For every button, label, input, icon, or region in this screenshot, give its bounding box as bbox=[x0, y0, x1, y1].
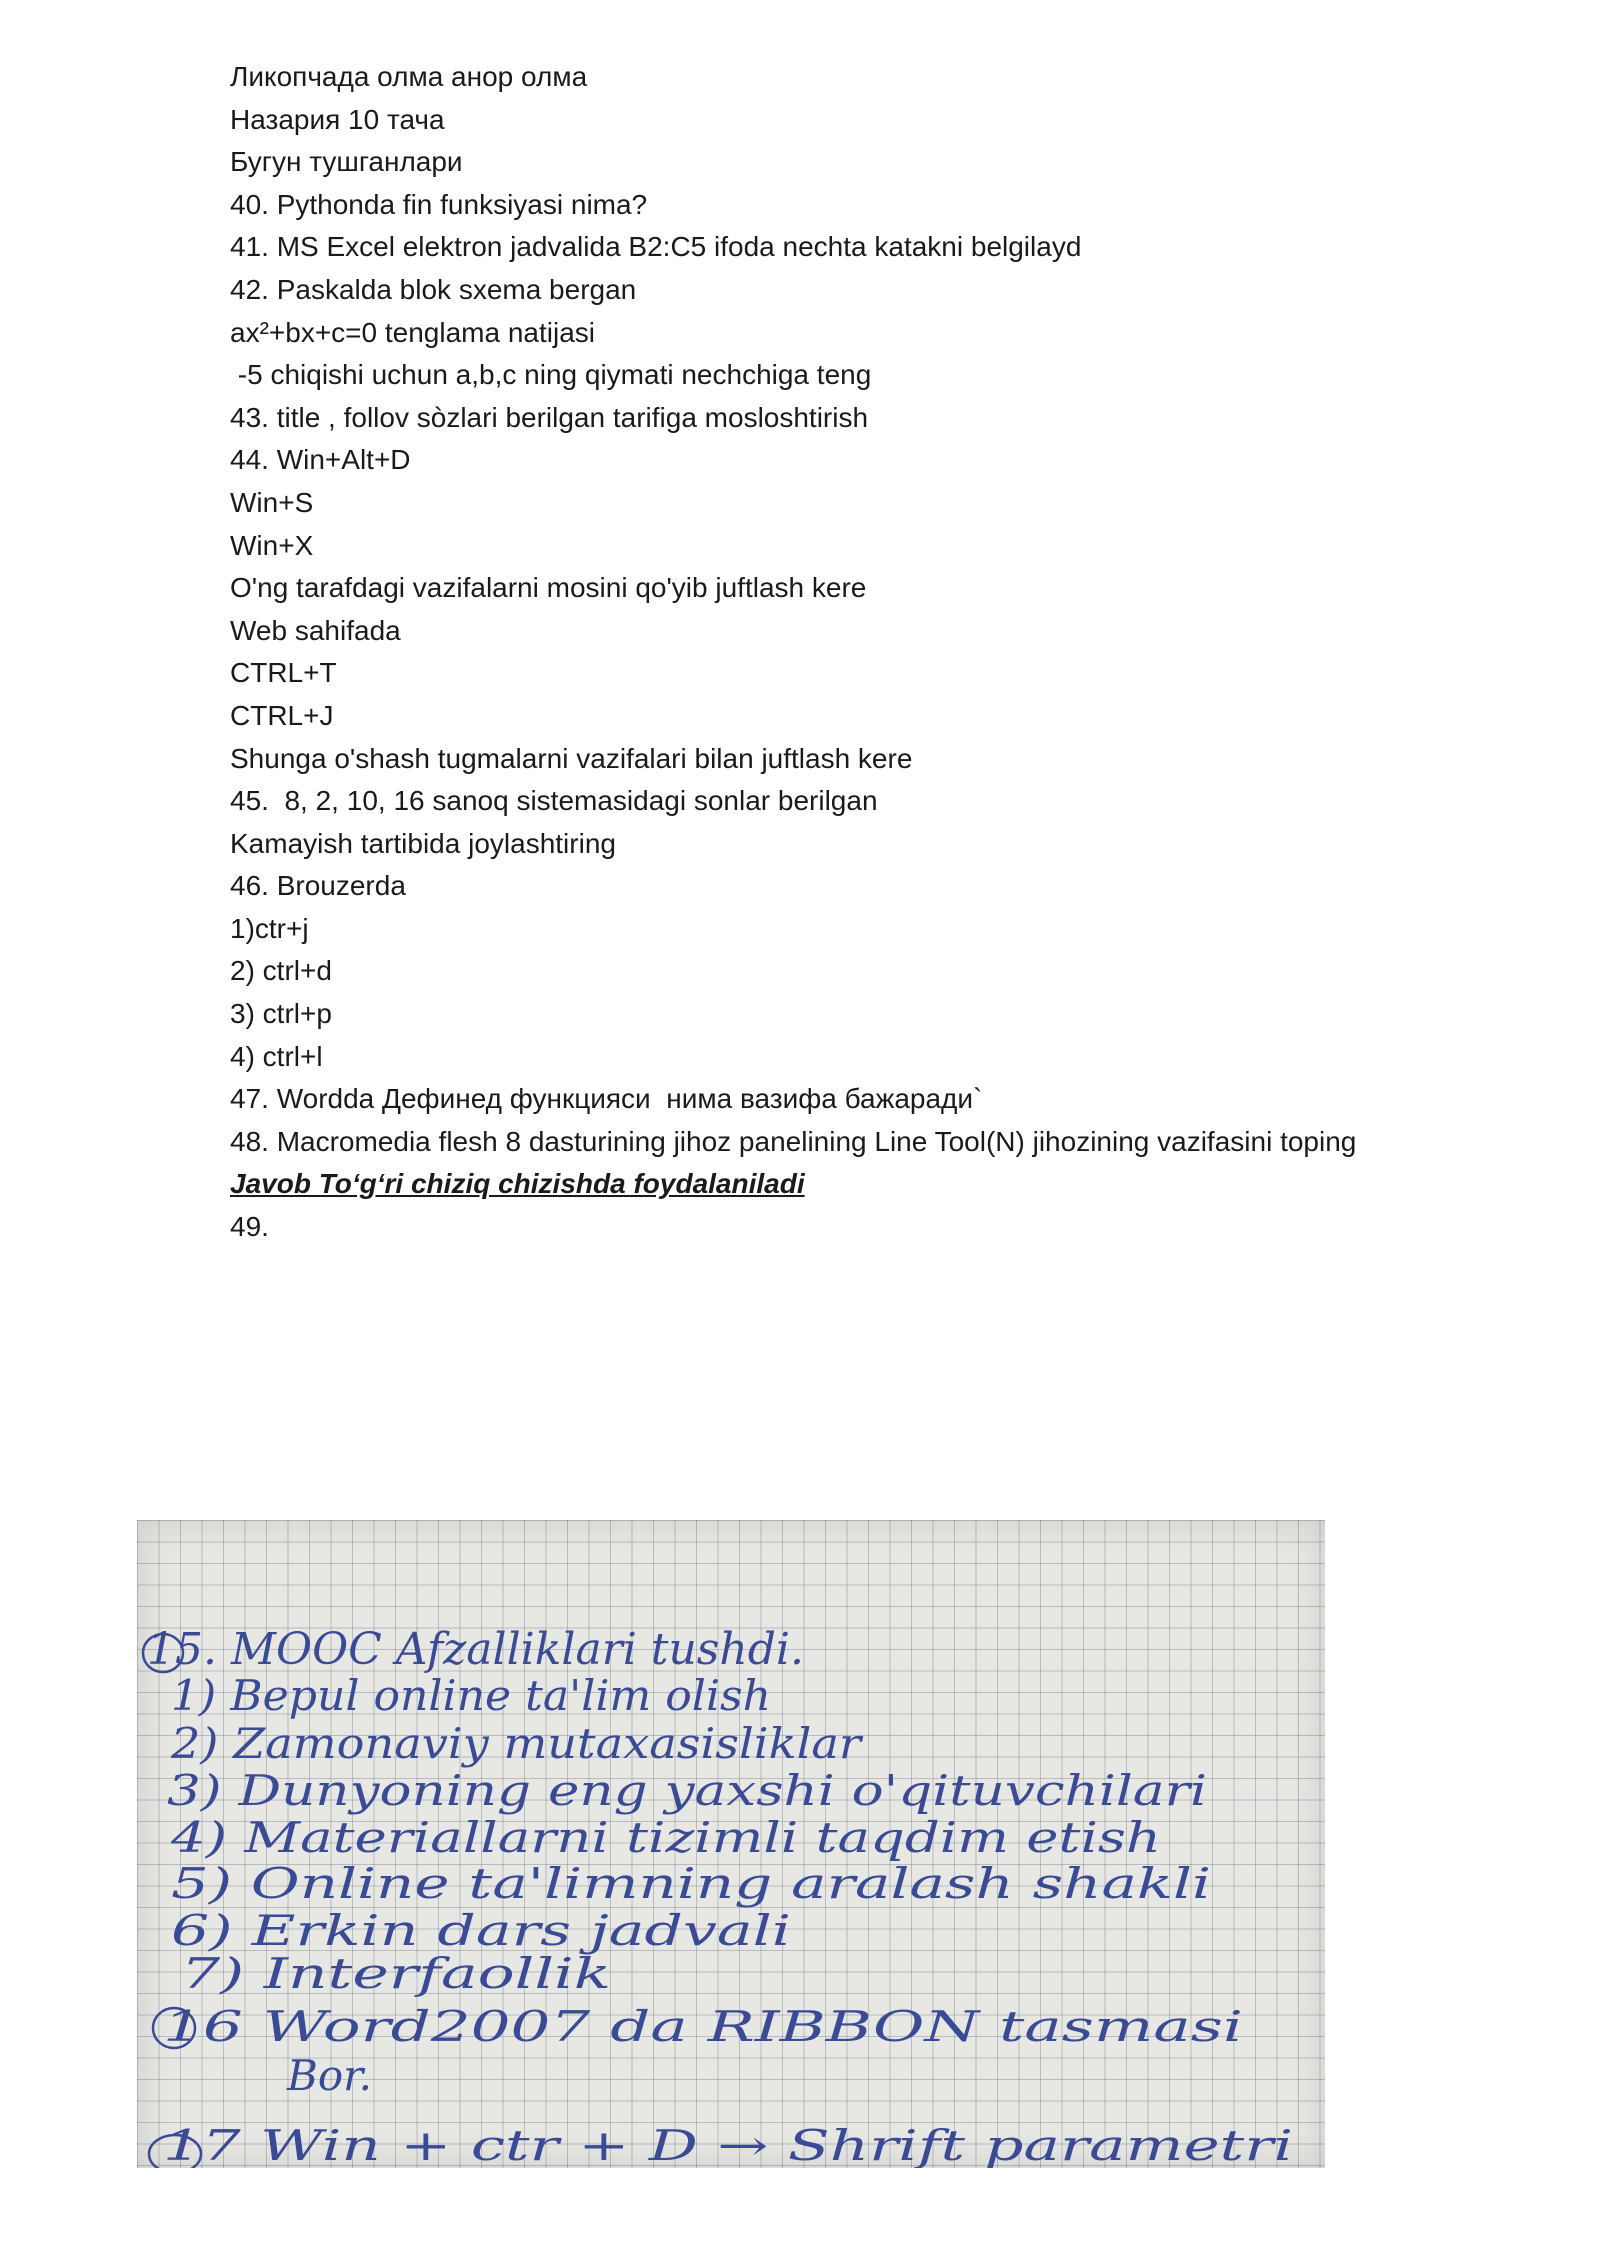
note-line: Bor. bbox=[287, 2051, 372, 2100]
text-line: 2) ctrl+d bbox=[230, 955, 332, 987]
handwritten-note-photo bbox=[137, 1520, 1325, 2168]
text-line: -5 chiqishi uchun a,b,c ning qiymati nechchiga teng bbox=[230, 359, 872, 391]
note-line: 15. MOOC Afzalliklari tushdi. bbox=[147, 1624, 804, 1675]
text-line: Shunga o'shash tugmalarni vazifalari bilan juftlash kere bbox=[230, 742, 913, 774]
text-line: O'ng tarafdagi vazifalarni mosini qo'yib juftlash kere bbox=[230, 572, 867, 604]
question-41: 41. MS Excel elektron jadvalida B2:C5 ifoda nechta katakni belgilayd bbox=[230, 231, 1082, 263]
text-line: 4) ctrl+l bbox=[230, 1040, 323, 1072]
note-line: 3) Dunyoning eng yaxshi o'qituvchilari bbox=[167, 1766, 1207, 1815]
note-line: 16 Word2007 da RIBBON tasmasi bbox=[163, 2002, 1243, 2051]
text-line: ax²+bx+c=0 tenglama natijasi bbox=[230, 316, 595, 348]
text-line: Назария 10 тача bbox=[230, 103, 445, 135]
question-45: 45. 8, 2, 10, 16 sanoq sistemasidagi sonlar berilgan bbox=[230, 785, 878, 817]
text-line: Kamayish tartibida joylashtiring bbox=[230, 827, 616, 859]
question-42: 42. Paskalda blok sxema bergan bbox=[230, 273, 637, 305]
text-line: Web sahifada bbox=[230, 614, 401, 646]
note-line: 4) Materiallarni tizimli taqdim etish bbox=[169, 1813, 1162, 1862]
note-line: 5) Online ta'limning aralash shakli bbox=[171, 1859, 1211, 1908]
note-line: 1) Bepul online ta'lim olish bbox=[171, 1671, 771, 1720]
text-line: Win+S bbox=[230, 486, 314, 518]
question-40: 40. Pythonda fin funksiyasi nima? bbox=[230, 188, 648, 220]
note-line: 2) Zamonaviy mutaxasisliklar bbox=[169, 1719, 865, 1768]
question-43: 43. title , follov sòzlari berilgan tarifiga mosloshtirish bbox=[230, 401, 869, 433]
text-line: Бугун тушганлари bbox=[230, 146, 463, 178]
text-line: Win+X bbox=[230, 529, 314, 561]
note-line: 7) Interfaollik bbox=[181, 1949, 611, 1998]
text-line: 3) ctrl+p bbox=[230, 998, 332, 1030]
question-48: 48. Macromedia flesh 8 dasturining jihoz panelining Line Tool(N) jihozining vazifasini toping bbox=[230, 1125, 1357, 1157]
text-line: 1)ctr+j bbox=[230, 912, 309, 944]
text-line: CTRL+J bbox=[230, 699, 334, 731]
handwriting-canvas bbox=[137, 1520, 1325, 2168]
question-49: 49. bbox=[230, 1211, 269, 1243]
question-44: 44. Win+Alt+D bbox=[230, 444, 411, 476]
text-line: Ликопчада олма анор олма bbox=[230, 61, 588, 92]
question-47: 47. Wordda Дефинед функцияси нима вазифа бажаради` bbox=[230, 1083, 983, 1115]
document-text bbox=[230, 56, 1570, 1249]
text-line: CTRL+T bbox=[230, 657, 337, 689]
note-line: 6) Erkin dars jadvali bbox=[171, 1906, 791, 1955]
answer-text: Javob To‘g‘ri chiziq chizishda foydalaniladi bbox=[230, 1168, 805, 1200]
note-line: 17 Win + ctr + D → Shrift parametri bbox=[163, 2121, 1293, 2168]
question-46: 46. Brouzerda bbox=[230, 870, 406, 902]
